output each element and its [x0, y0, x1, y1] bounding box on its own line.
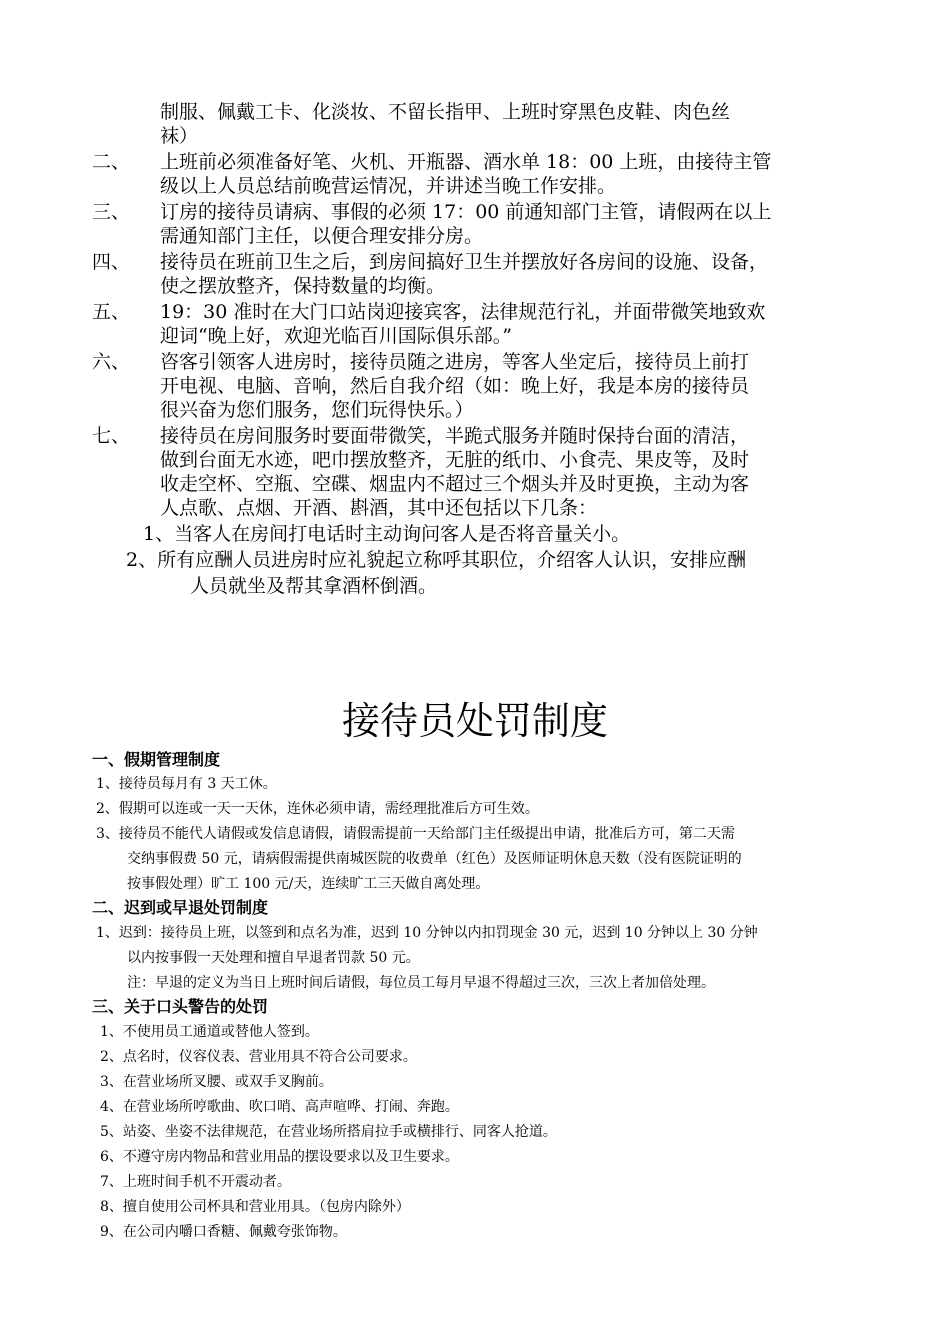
item-7-line-4: 人点歌、点烟、开酒、斟酒，其中还包括以下几条：: [160, 497, 598, 519]
leave-line-5: 按事假处理）旷工 100 元/天，连续旷工三天做自离处理。: [127, 876, 490, 892]
section-heading-leave: 一、假期管理制度: [92, 750, 221, 769]
item-7-line-3: 收走空杯、空瓶、空碟、烟盅内不超过三个烟头并及时更换，主动为客: [160, 473, 750, 495]
item-7-line-2: 做到台面无水迹，吧巾摆放整齐，无脏的纸巾、小食壳、果皮等，及时: [160, 449, 750, 471]
sub-item-1: 1、当客人在房间打电话时主动询问客人是否将音量关小。: [143, 523, 631, 545]
leave-line-4: 交纳事假费 50 元，请病假需提供南城医院的收费单（红色）及医师证明休息天数（没有医院证明的: [127, 851, 742, 867]
intro-line-1: 制服、佩戴工卡、化淡妆、不留长指甲、上班时穿黑色皮鞋、肉色丝: [160, 101, 731, 123]
leave-line-3: 3、接待员不能代人请假或发信息请假，请假需提前一天给部门主任级提出申请，批准后方可，第二天需: [96, 826, 735, 842]
warning-line-3: 3、在营业场所叉腰、或双手叉胸前。: [100, 1074, 333, 1090]
item-3-line-1: 订房的接待员请病、事假的必须 17：00 前通知部门主管，请假两在以上: [160, 201, 772, 223]
warning-line-8: 8、擅自使用公司杯具和营业用具。（包房内除外）: [100, 1199, 410, 1215]
item-2-line-1: 上班前必须准备好笔、火机、开瓶器、酒水单 18：00 上班，由接待主管: [160, 151, 772, 173]
sub-item-2-line-1: 2、所有应酬人员进房时应礼貌起立称呼其职位，介绍客人认识，安排应酬: [126, 549, 747, 571]
warning-line-5: 5、站姿、坐姿不法律规范，在营业场所搭肩拉手或横排行、同客人抢道。: [100, 1124, 557, 1140]
warning-line-4: 4、在营业场所哼歌曲、吹口哨、高声喧哗、打闹、奔跑。: [100, 1099, 459, 1115]
section-heading-lateness: 二、迟到或早退处罚制度: [92, 898, 269, 917]
lateness-note: 注：早退的定义为当日上班时间后请假，每位员工每月早退不得超过三次，三次上者加倍处理。: [127, 975, 715, 991]
item-number-7: 七、: [92, 425, 131, 447]
section-heading-warning: 三、关于口头警告的处罚: [92, 997, 269, 1016]
item-5-line-2: 迎词“晚上好，欢迎光临百川国际俱乐部。”: [160, 325, 512, 347]
item-4-line-1: 接待员在班前卫生之后，到房间搞好卫生并摆放好各房间的设施、设备，: [160, 251, 769, 273]
warning-line-2: 2、点名时，仪容仪表、营业用具不符合公司要求。: [100, 1049, 417, 1065]
item-number-4: 四、: [92, 251, 131, 273]
sub-item-2-line-2: 人员就坐及帮其拿酒杯倒酒。: [190, 575, 438, 597]
lateness-line-2: 以内按事假一天处理和擅自早退者罚款 50 元。: [127, 950, 420, 966]
document-title: 接待员处罚制度: [341, 699, 608, 743]
item-number-2: 二、: [92, 151, 131, 173]
warning-line-1: 1、不使用员工通道或替他人签到。: [100, 1024, 319, 1040]
warning-line-9: 9、在公司内嚼口香糖、佩戴夸张饰物。: [100, 1224, 347, 1240]
item-3-line-2: 需通知部门主任，以便合理安排分房。: [160, 225, 484, 247]
item-number-6: 六、: [92, 351, 131, 373]
warning-line-6: 6、不遵守房内物品和营业用品的摆设要求以及卫生要求。: [100, 1149, 459, 1165]
item-6-line-1: 咨客引领客人进房时，接待员随之进房，等客人坐定后，接待员上前打: [160, 351, 750, 373]
item-number-3: 三、: [92, 201, 131, 223]
warning-line-7: 7、上班时间手机不开震动者。: [100, 1174, 291, 1190]
item-6-line-3: 很兴奋为您们服务，您们玩得快乐。）: [160, 399, 474, 421]
lateness-line-1: 1、迟到：接待员上班，以签到和点名为准，迟到 10 分钟以内扣罚现金 30 元，迟到 10 分钟以上 30 分钟: [96, 925, 758, 941]
leave-line-2: 2、假期可以连或一天一天休，连休必须申请，需经理批准后方可生效。: [96, 801, 539, 817]
leave-line-1: 1、接待员每月有 3 天工休。: [96, 776, 277, 792]
item-7-line-1: 接待员在房间服务时要面带微笑，半跪式服务并随时保持台面的清洁，: [160, 425, 750, 447]
intro-line-2: 袜）: [160, 125, 199, 147]
item-2-line-2: 级以上人员总结前晚营运情况，并讲述当晚工作安排。: [160, 175, 617, 197]
item-4-line-2: 使之摆放整齐，保持数量的均衡。: [160, 275, 446, 297]
item-number-5: 五、: [92, 301, 131, 323]
item-5-line-1: 19：30 准时在大门口站岗迎接宾客，法律规范行礼，并面带微笑地致欢: [160, 301, 766, 323]
item-6-line-2: 开电视、电脑、音响，然后自我介绍（如：晚上好，我是本房的接待员: [160, 375, 750, 397]
